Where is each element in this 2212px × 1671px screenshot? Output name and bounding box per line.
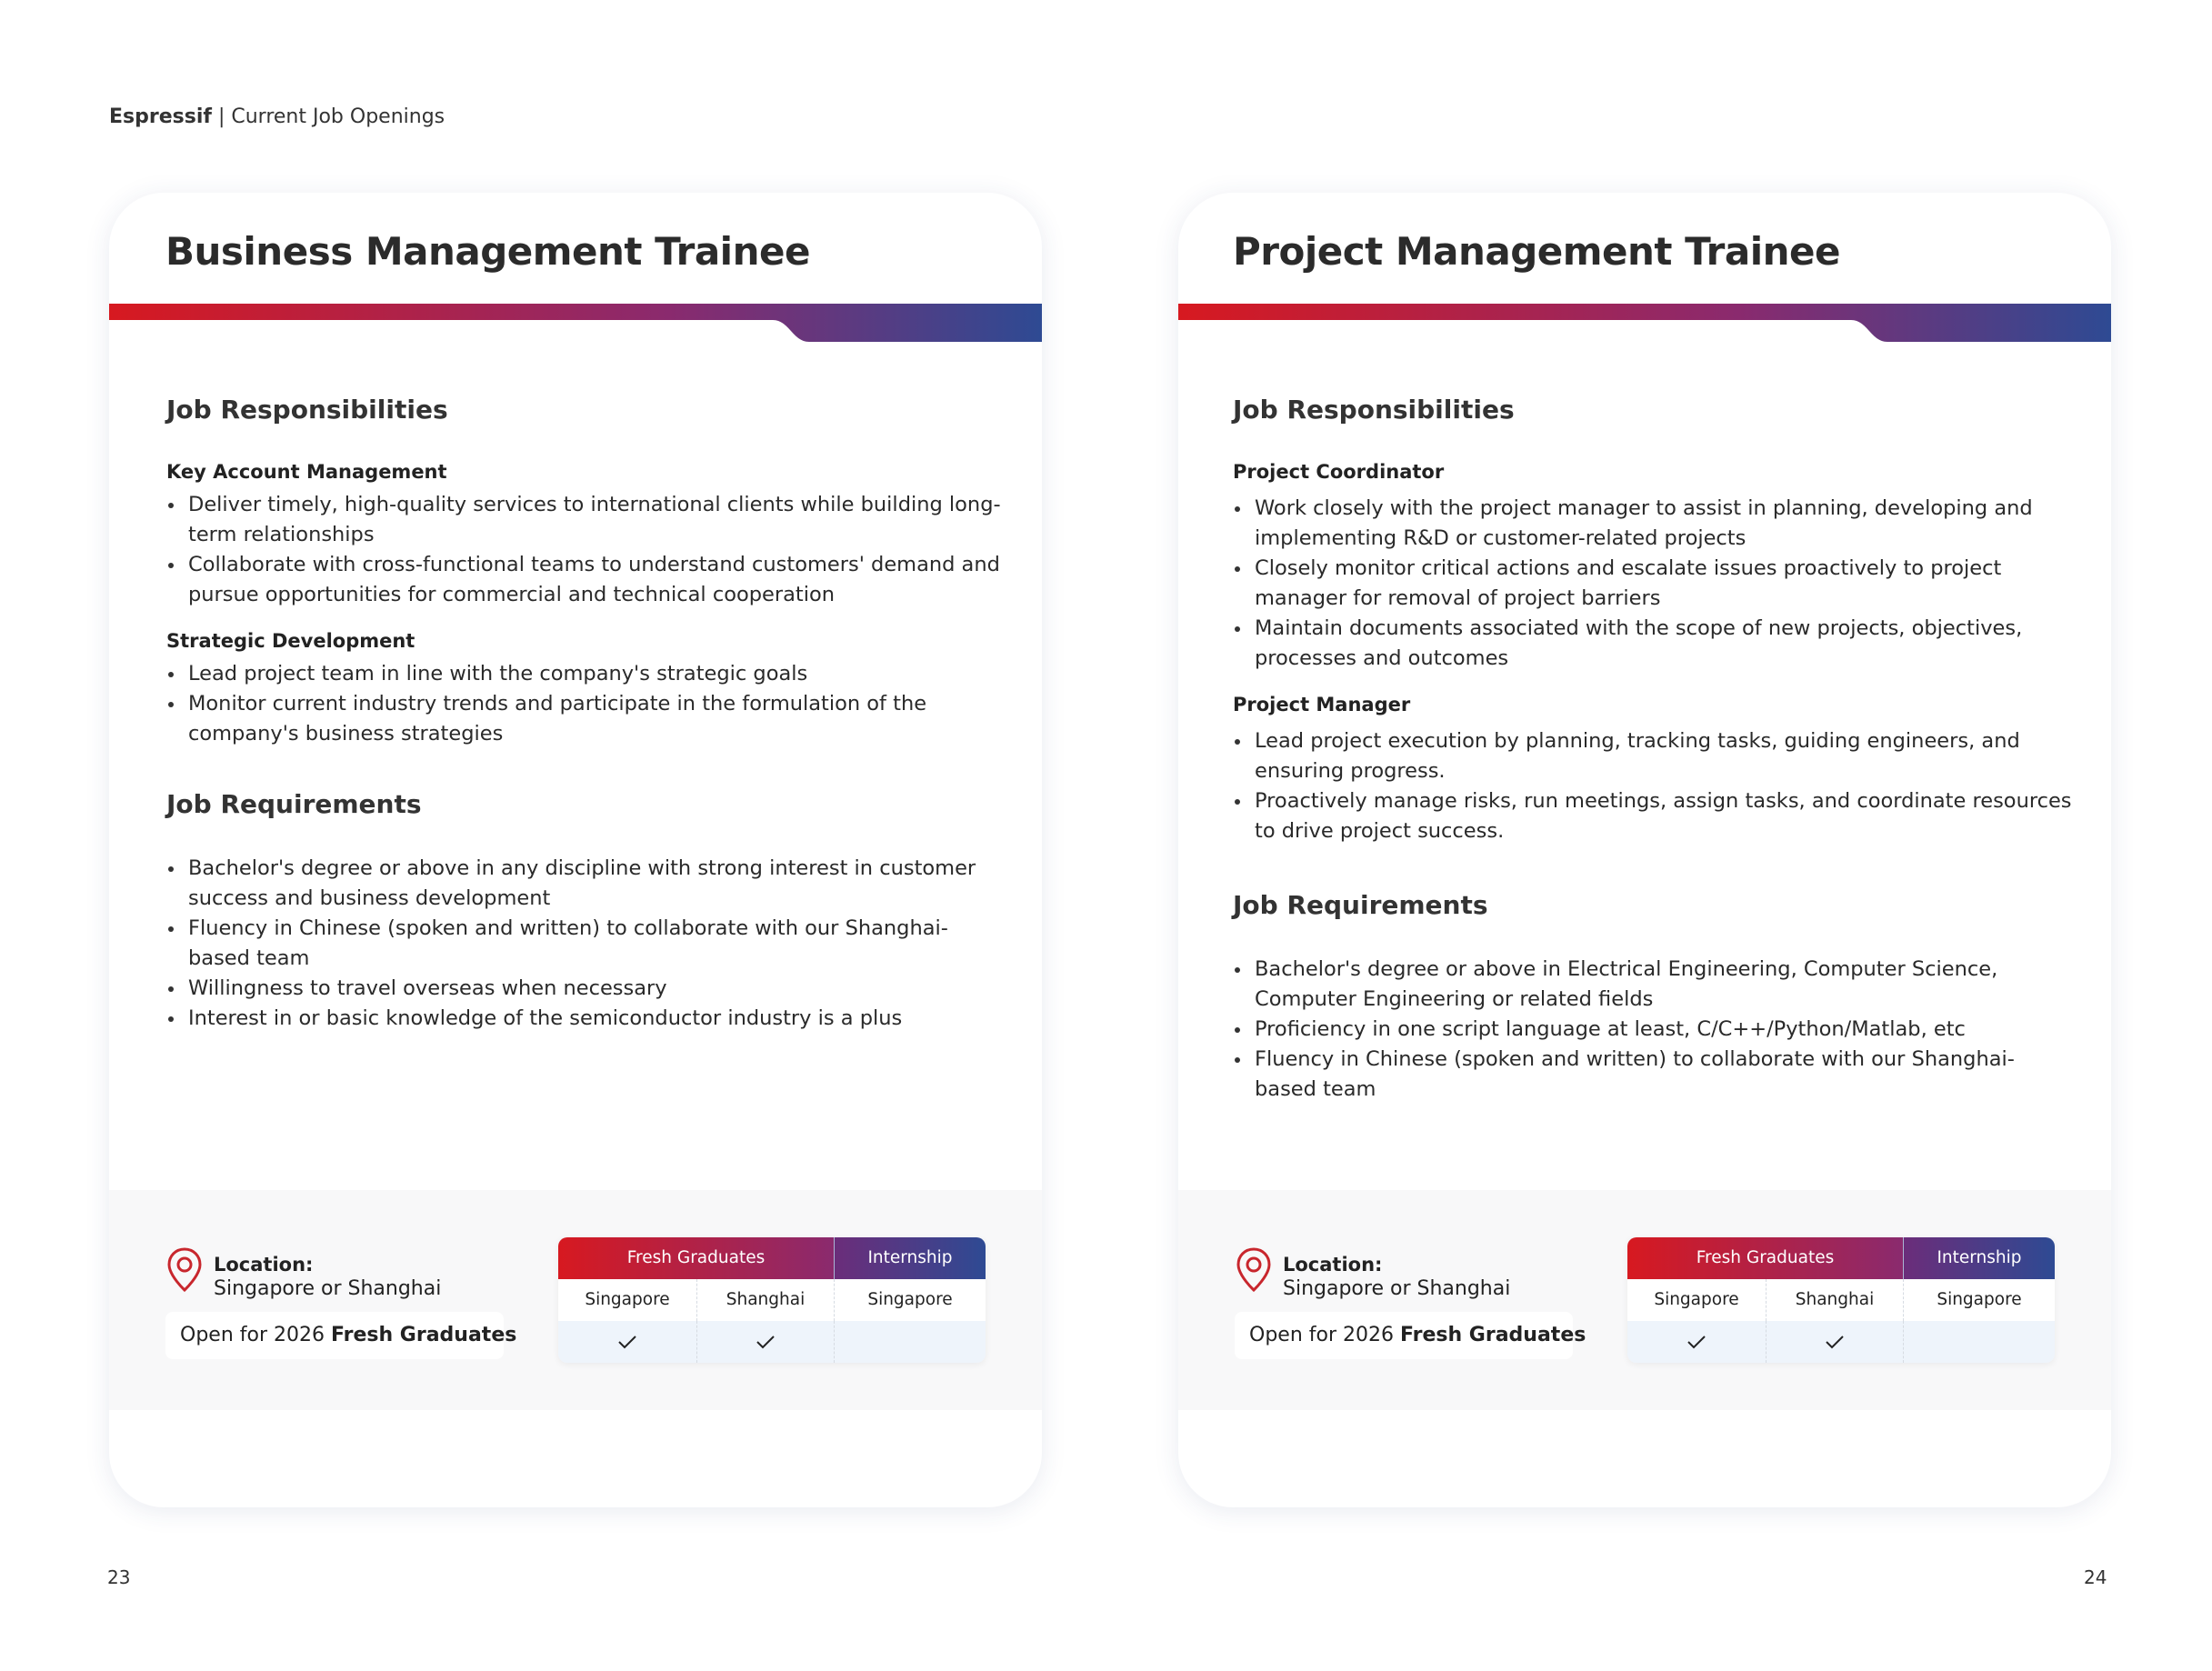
responsibilities-heading: Job Responsibilities [166, 395, 448, 425]
list-item: Interest in or basic knowledge of the semiconductor industry is a plus [166, 1004, 1006, 1034]
header-title: Current Job Openings [231, 105, 445, 128]
list-item: Maintain documents associated with the scope of new projects, objectives, processes and outcomes [1233, 614, 2075, 674]
group-title: Strategic Development [166, 630, 415, 652]
list-item: Lead project execution by planning, tracking tasks, guiding engineers, and ensuring progress. [1233, 726, 2075, 786]
list-item: Fluency in Chinese (spoken and written) to collaborate with our Shanghai-based team [166, 914, 1006, 974]
group-list [1233, 726, 2075, 846]
job-title: Business Management Trainee [165, 229, 810, 274]
card-content [1233, 395, 2075, 1105]
page-header [109, 105, 445, 128]
table-cell: Singapore [585, 1290, 670, 1309]
job-card-business [109, 193, 1042, 1507]
table-header-row [558, 1237, 986, 1279]
page-number-left: 23 [107, 1566, 131, 1588]
checkmark-icon [756, 1335, 776, 1349]
availability-table [558, 1237, 986, 1363]
gradient-band [1178, 304, 2111, 345]
table-cell: Shanghai [1766, 1279, 1903, 1321]
header-fresh-graduates: Fresh Graduates [1627, 1237, 1903, 1279]
list-item: Closely monitor critical actions and escalate issues proactively to project manager for removal of project barriers [1233, 554, 2075, 614]
location-label: Location: [1283, 1254, 1383, 1276]
header-fresh-graduates: Fresh Graduates [558, 1237, 834, 1279]
location-value: Singapore or Shanghai [214, 1277, 442, 1300]
group-list [166, 490, 1006, 610]
list-item: Lead project team in line with the company's strategic goals [166, 659, 1006, 689]
availability-table [1627, 1237, 2055, 1363]
job-card-project [1178, 193, 2111, 1507]
list-item: Deliver timely, high-quality services to international clients while building long-term relationships [166, 490, 1006, 550]
list-item: Proficiency in one script language at least, C/C++/Python/Matlab, etc [1233, 1015, 2075, 1045]
card-footer [109, 1190, 1042, 1410]
list-item: Fluency in Chinese (spoken and written) to collaborate with our Shanghai-based team [1233, 1045, 2075, 1105]
requirements-heading: Job Requirements [1233, 890, 1488, 920]
table-row [558, 1321, 986, 1363]
open-bold: Fresh Graduates [1399, 1324, 1586, 1346]
group-title: Project Coordinator [1233, 461, 1445, 483]
location-pin-icon [1235, 1246, 1273, 1294]
requirements-heading: Job Requirements [166, 789, 422, 819]
list-item: Bachelor's degree or above in Electrical Engineering, Computer Science, Computer Engineering or related fields [1233, 955, 2075, 1015]
list-item: Willingness to travel overseas when necessary [166, 974, 1006, 1004]
table-cell: Singapore [834, 1279, 986, 1321]
checkmark-icon [1687, 1335, 1707, 1349]
table-cell: Singapore [1903, 1279, 2055, 1321]
card-content [166, 395, 1006, 1034]
table-cell: Shanghai [696, 1279, 834, 1321]
list-item: Proactively manage risks, run meetings, assign tasks, and coordinate resources to drive project success. [1233, 786, 2075, 846]
list-item: Collaborate with cross-functional teams to understand customers' demand and pursue opportunities for commercial and technical cooperation [166, 550, 1006, 610]
table-row [558, 1279, 986, 1321]
table-header-row [1627, 1237, 2055, 1279]
open-prefix: Open for 2026 [180, 1324, 331, 1346]
location-label: Location: [214, 1254, 314, 1276]
table-cell [1766, 1321, 1903, 1363]
location-value: Singapore or Shanghai [1283, 1277, 1511, 1300]
header-internship: Internship [1903, 1237, 2055, 1279]
list-item: Work closely with the project manager to assist in planning, developing and implementing R&D or customer-related projects [1233, 494, 2075, 554]
checkmark-icon [617, 1335, 637, 1349]
open-bold: Fresh Graduates [330, 1324, 517, 1346]
group-title: Key Account Management [166, 461, 447, 483]
table-cell [696, 1321, 834, 1363]
requirements-list [1233, 955, 2075, 1105]
table-cell [1627, 1321, 1766, 1363]
group-list [166, 659, 1006, 749]
table-cell [558, 1321, 696, 1363]
table-cell: Singapore [1654, 1290, 1739, 1309]
table-row [1627, 1279, 2055, 1321]
open-for-badge [1235, 1312, 1586, 1359]
list-item: Monitor current industry trends and participate in the formulation of the company's business strategies [166, 689, 1006, 749]
header-internship: Internship [834, 1237, 986, 1279]
open-for-badge [165, 1312, 517, 1359]
group-title: Project Manager [1233, 694, 1411, 715]
table-cell [834, 1321, 986, 1363]
job-title: Project Management Trainee [1233, 229, 1840, 274]
header-separator: | [211, 105, 232, 128]
location-pin-icon [165, 1246, 204, 1294]
table-row [1627, 1321, 2055, 1363]
requirements-list [166, 854, 1006, 1034]
page-number-right: 24 [2084, 1566, 2107, 1588]
table-cell [1903, 1321, 2055, 1363]
checkmark-icon [1825, 1335, 1845, 1349]
group-list [1233, 494, 2075, 674]
list-item: Bachelor's degree or above in any discipline with strong interest in customer success and business development [166, 854, 1006, 914]
open-prefix: Open for 2026 [1249, 1324, 1400, 1346]
gradient-band [109, 304, 1042, 345]
responsibilities-heading: Job Responsibilities [1233, 395, 1515, 425]
brand-name: Espressif [109, 105, 212, 128]
card-footer [1178, 1190, 2111, 1410]
